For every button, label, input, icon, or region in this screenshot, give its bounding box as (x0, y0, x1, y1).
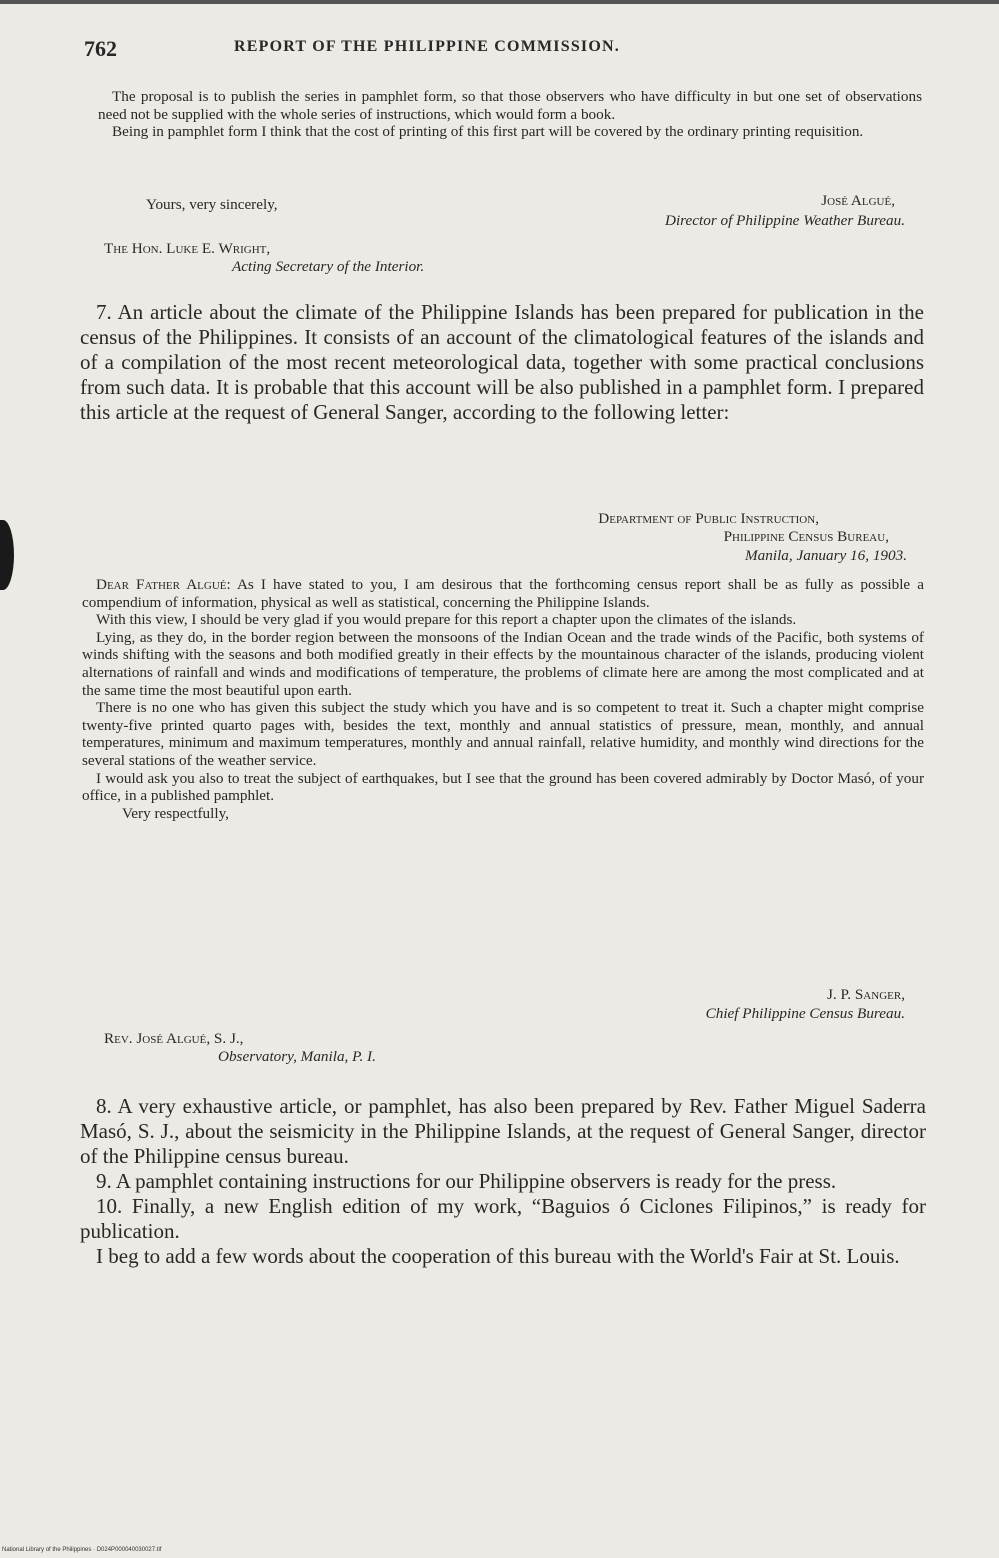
section-7-paragraph: 7. An article about the climate of the Philippine Islands has been prepared for publication in the census of the Philippines. It consists of an account of the climatological features of the islands and of a compilation of the most recent meteorological data, together with some practical conclusions from such data. It is probable that this account will be also published in a pamphlet form. I prepared this article at the request of General Sanger, according to the following letter: (80, 300, 924, 424)
letter2-closing: Very respectfully, (122, 804, 229, 822)
letter1-paragraph-2: Being in pamphlet form I think that the cost of printing of this first part will be covered by the ordinary printing requisition. (112, 123, 864, 141)
letter2-paragraph-3: Lying, as they do, in the border region between the monsoons of the Indian Ocean and the trade winds of the Pacific, both systems of winds shifting with the seasons and both modified greatly in their effects by the mountainous character of the islands, producing violent alternations of rainfall and winds and modifications of temperature, the problems of climate here are among the most complicated and at the same time the most beautiful upon earth. (82, 628, 924, 699)
letter2-paragraph-1 (82, 576, 924, 611)
letter2-paragraph-4: There is no one who has given this subject the study which you have and is so competent to treat it. Such a chapter might comprise twenty-five printed quarto pages with, besides the text, monthly and annual statistics of pressure, mean, monthly, and annual temperatures, minimum and maximum temperatures, monthly and annual rainfall, relative humidity, and monthly wind directions for the several stations of the weather service. (82, 699, 924, 769)
letter2-signer-title: Chief Philippine Census Bureau. (705, 1005, 905, 1022)
closing-paragraph: I beg to add a few words about the cooperation of this bureau with the World's Fair at St. Louis. (96, 1244, 900, 1268)
letter1-closing: Yours, very sincerely, (146, 196, 278, 213)
letter2-addressee-location: Observatory, Manila, P. I. (218, 1048, 376, 1065)
letter2-paragraph-5: I would ask you also to treat the subject of earthquakes, but I see that the ground has been covered admirably by Doctor Masó, of your office, in a published pamphlet. (82, 769, 924, 805)
letter1-signer-title: Director of Philippine Weather Bureau. (664, 212, 905, 229)
letter2-department: Department of Public Instruction, (598, 510, 819, 527)
letter2-bureau: Philippine Census Bureau, (723, 528, 889, 545)
section-8-paragraph: 8. A very exhaustive article, or pamphlet, has also been prepared by Rev. Father Miguel Saderra Masó, S. J., about the seismicity in the Philippine Islands, at the request of General Sanger, director of the Philippine census bureau. (80, 1094, 926, 1168)
letter2-addressee-name: Rev. José Algué, S. J., (104, 1030, 244, 1047)
letter2-signer-name: J. P. Sanger, (827, 986, 905, 1003)
letter1-signer-name: José Algué, (821, 192, 895, 209)
letter1-body (98, 88, 922, 141)
page-header (84, 36, 924, 66)
scan-top-edge (0, 0, 999, 4)
section-7 (80, 300, 924, 425)
letter2-dateline: Manila, January 16, 1903. (745, 547, 907, 564)
letter2-salutation: Dear Father Algué: (96, 576, 231, 593)
section-9-paragraph: 9. A pamphlet containing instructions for our Philippine observers is ready for the press. (96, 1169, 837, 1193)
running-head: REPORT OF THE PHILIPPINE COMMISSION. (234, 38, 620, 55)
page-number: 762 (84, 36, 117, 61)
letter2-paragraph-1-text: As I have stated to you, I am desirous that the forthcoming census report shall be as fully as possible a compendium of information, physical as well as statistical, concerning the Philippine Islands. (82, 576, 924, 611)
section-10-paragraph: 10. Finally, a new English edition of my work, “Baguios ó Ciclones Filipinos,” is ready for publication. (80, 1194, 926, 1243)
binding-hole-mark (0, 520, 14, 590)
sections-8-to-10 (80, 1094, 926, 1269)
scan-footer: National Library of the Philippines · D024P000040030027.tif (2, 1547, 162, 1553)
letter1-addressee-title: Acting Secretary of the Interior. (232, 258, 425, 275)
letter1-addressee-name: The Hon. Luke E. Wright, (104, 240, 271, 257)
letter2-body (82, 576, 924, 822)
letter2-paragraph-2: With this view, I should be very glad if you would prepare for this report a chapter upon the climates of the islands. (96, 611, 797, 629)
letter1-paragraph-1: The proposal is to publish the series in pamphlet form, so that those observers who have difficulty in but one set of observations need not be supplied with the whole series of instructions, which would form a book. (98, 88, 922, 123)
